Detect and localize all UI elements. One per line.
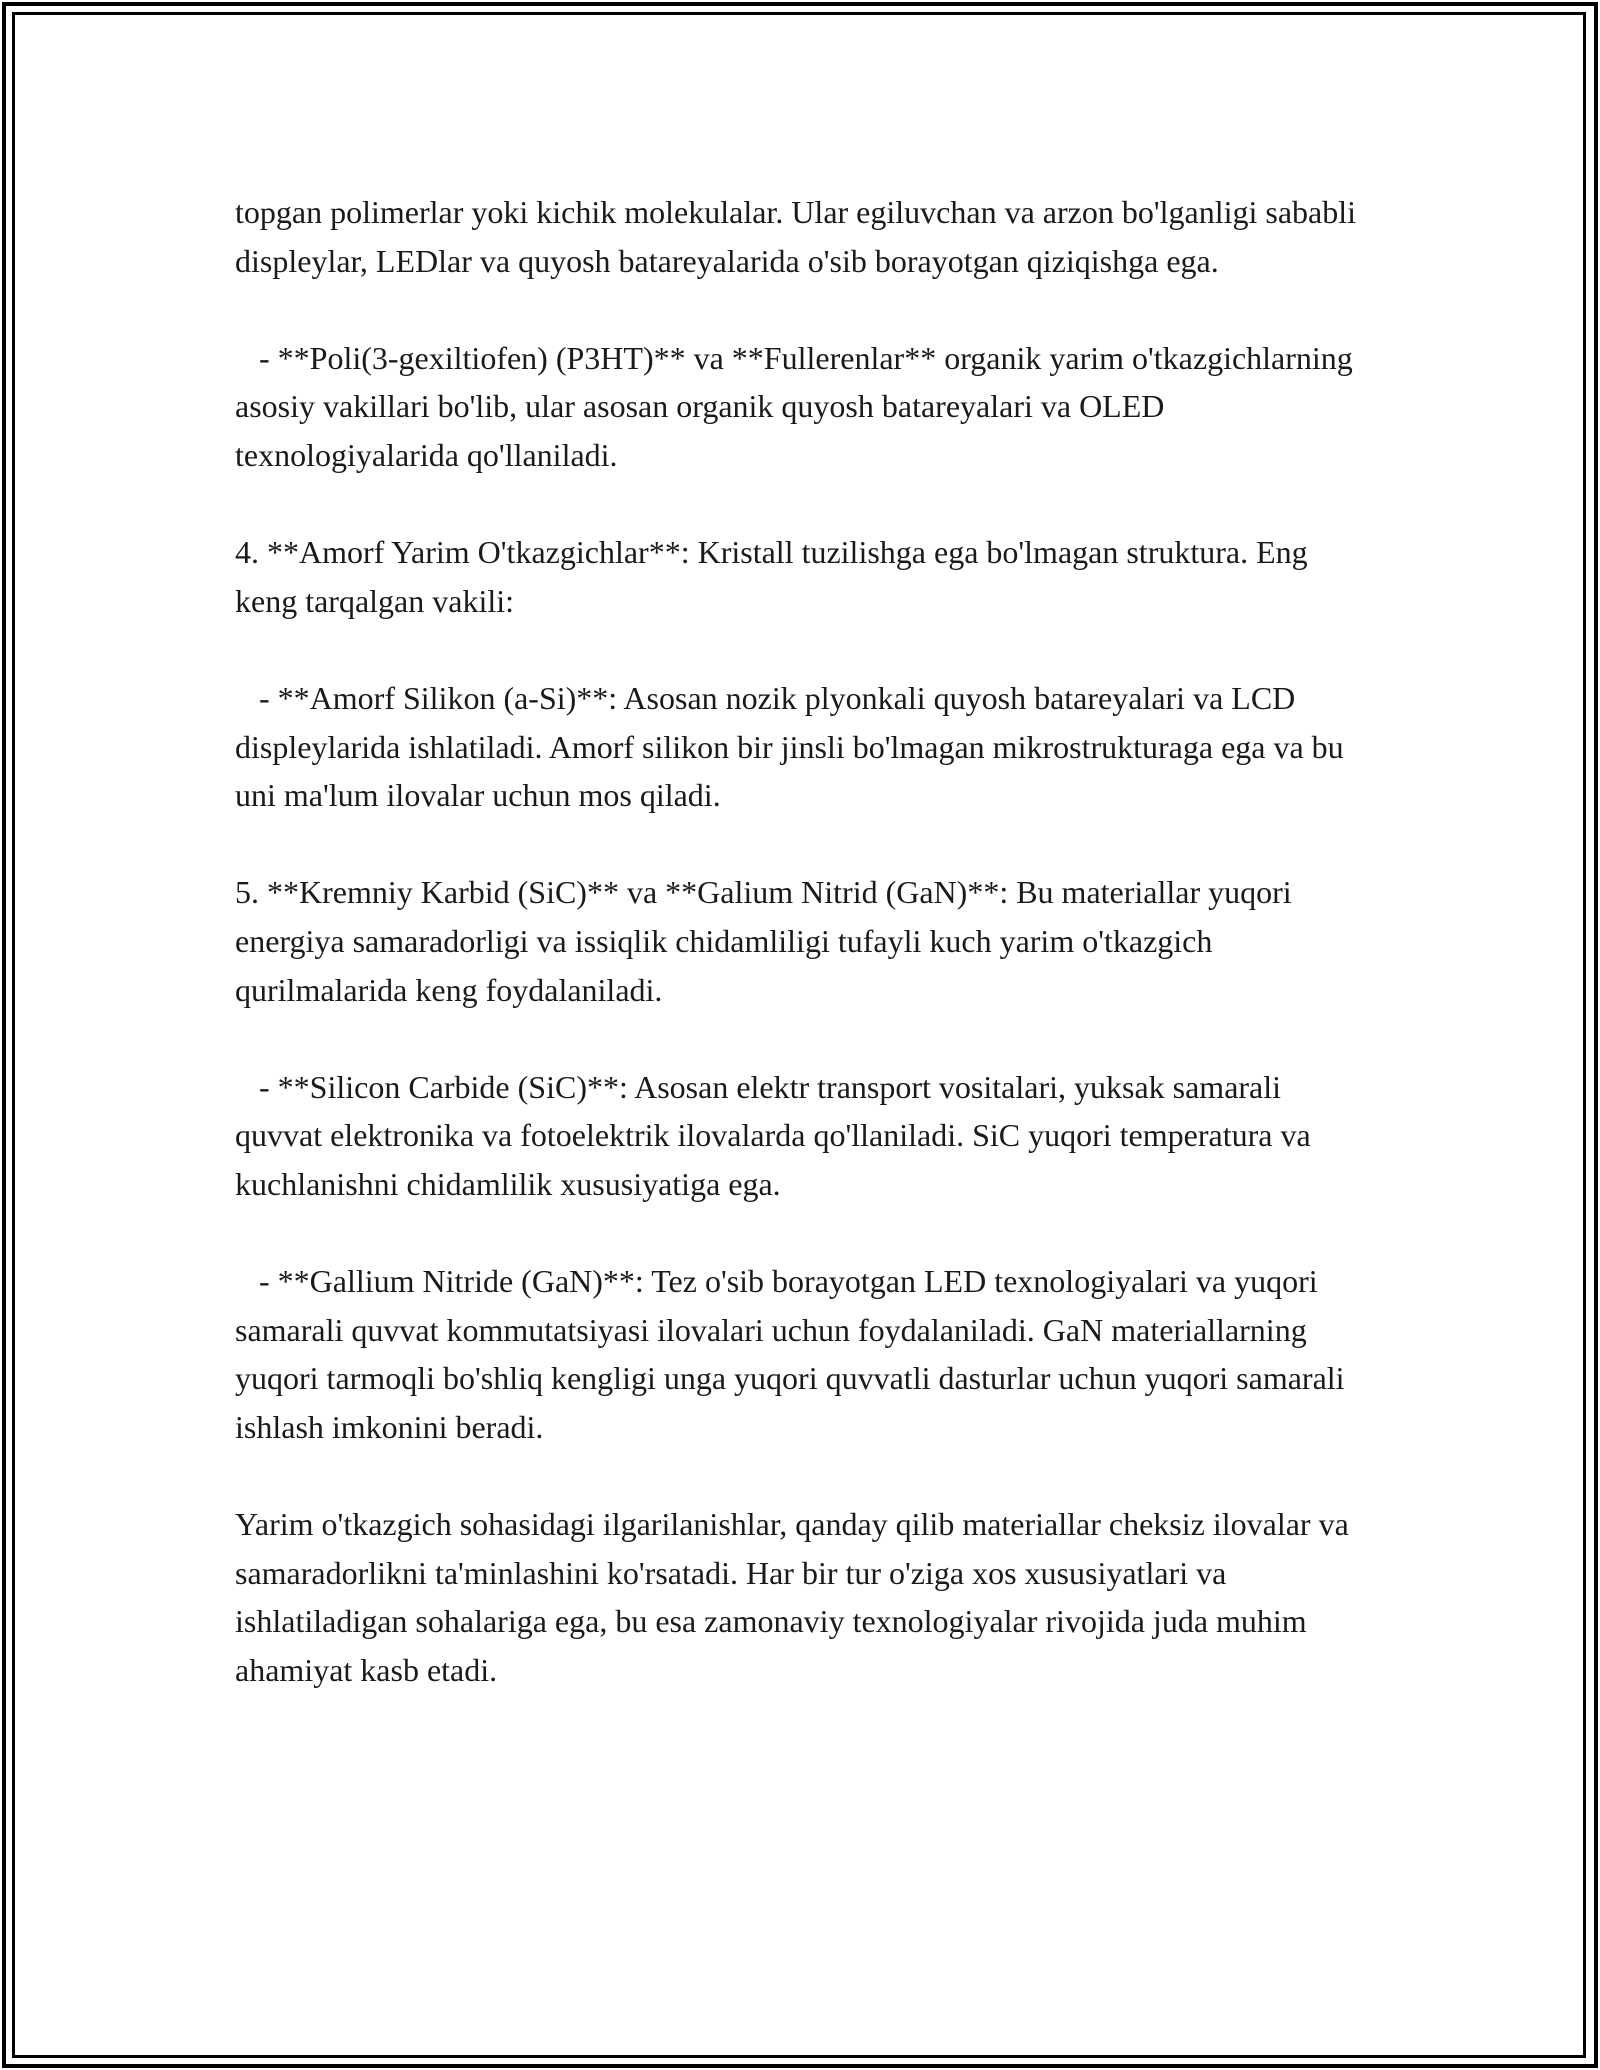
paragraph-sic-gan-heading: 5. **Kremniy Karbid (SiC)** va **Galium Nitrid (GaN)**: Bu materiallar yuqori energiya samaradorligi va issiqlik chidamliligi tufayli kuch yarim o'tkazgich qurilmalarida keng foydalaniladi.	[235, 874, 1300, 1008]
paragraph-p3ht-fullerenes: - **Poli(3-gexiltiofen) (P3HT)** va **Fullerenlar** organik yarim o'tkazgichlarning asosiy vakillari bo'lib, ular asosan organik quyosh batareyalari va OLED texnologiyalarida qo'llaniladi.	[235, 339, 1361, 473]
paragraph-gallium-nitride: - **Gallium Nitride (GaN)**: Tez o'sib borayotgan LED texnologiyalari va yuqori samarali quvvat kommutatsiyasi ilovalari uchun foydalaniladi. GaN materiallarning yuqori tarmoqli bo'shliq kengligi unga yuqori quvvatli dasturlar uchun yuqori samarali ishlash imkonini beradi.	[235, 1263, 1353, 1445]
paragraph-amorphous-heading: 4. **Amorf Yarim O'tkazgichlar**: Kristall tuzilishga ega bo'lmagan struktura. Eng keng tarqalgan vakili:	[235, 534, 1316, 619]
paragraph-amorphous-silicon: - **Amorf Silikon (a-Si)**: Asosan nozik plyonkali quyosh batareyalari va LCD displeylarida ishlatiladi. Amorf silikon bir jinsli bo'lmagan mikrostrukturaga ega va bu uni ma'lum ilovalar uchun mos qiladi.	[235, 679, 1352, 814]
paragraph-organic-intro: topgan polimerlar yoki kichik molekulalar. Ular egiluvchan va arzon bo'lganligi sababli displeylar, LEDlar va quyosh batareyalarida o'sib borayotgan qiziqishga ega.	[235, 194, 1364, 279]
paragraph-conclusion: Yarim o'tkazgich sohasidagi ilgarilanishlar, qanday qilib materiallar cheksiz ilovalar va samaradorlikni ta'minlashini ko'rsatadi. Har bir tur o'ziga xos xususiyatlari va ishlatiladigan sohalariga ega, bu esa zamonaviy texnologiyalar rivojida juda muhim ahamiyat kasb etadi.	[235, 1506, 1357, 1688]
document-body	[235, 188, 1375, 1743]
paragraph-silicon-carbide: - **Silicon Carbide (SiC)**: Asosan elektr transport vositalari, yuksak samarali quvvat elektronika va fotoelektrik ilovalarda qo'llaniladi. SiC yuqori temperatura va kuchlanishni chidamlilik xususiyatiga ega.	[235, 1068, 1319, 1202]
